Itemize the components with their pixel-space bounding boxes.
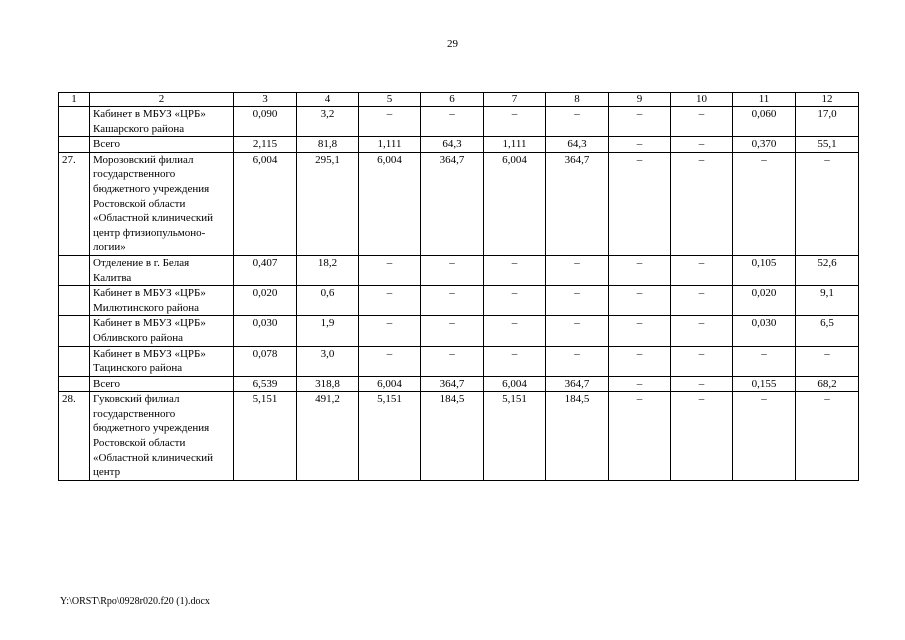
column-header: 1 [59, 93, 90, 107]
value-cell: – [609, 255, 671, 285]
value-cell: 0,407 [234, 255, 297, 285]
value-cell: – [546, 286, 609, 316]
table-row [59, 346, 859, 376]
column-header: 6 [421, 93, 484, 107]
value-cell: 18,2 [297, 255, 359, 285]
table-row [59, 152, 859, 255]
value-cell: 0,155 [733, 376, 796, 392]
page-number: 29 [447, 38, 458, 50]
institution-name-cell: Всего [90, 376, 234, 392]
row-number-cell [59, 137, 90, 153]
table-row [59, 392, 859, 481]
value-cell: 6,004 [234, 152, 297, 255]
row-number-cell [59, 316, 90, 346]
institution-name-cell: Кабинет в МБУЗ «ЦРБ» Обливского района [90, 316, 234, 346]
value-cell: – [609, 107, 671, 137]
value-cell: 6,539 [234, 376, 297, 392]
value-cell: 9,1 [796, 286, 859, 316]
value-cell: – [359, 346, 421, 376]
value-cell: – [484, 286, 546, 316]
row-number-cell [59, 346, 90, 376]
table-row [59, 286, 859, 316]
value-cell: 17,0 [796, 107, 859, 137]
institution-name-cell: Кабинет в МБУЗ «ЦРБ» Кашарского района [90, 107, 234, 137]
value-cell: 64,3 [421, 137, 484, 153]
value-cell: 1,9 [297, 316, 359, 346]
value-cell: – [671, 152, 733, 255]
value-cell: – [671, 137, 733, 153]
value-cell: – [733, 346, 796, 376]
value-cell: 364,7 [546, 376, 609, 392]
value-cell: 0,078 [234, 346, 297, 376]
value-cell: – [484, 346, 546, 376]
value-cell: – [421, 316, 484, 346]
value-cell: – [421, 255, 484, 285]
value-cell: – [421, 107, 484, 137]
value-cell: – [359, 316, 421, 346]
value-cell: – [609, 316, 671, 346]
value-cell: – [546, 255, 609, 285]
value-cell: – [609, 137, 671, 153]
value-cell: – [609, 376, 671, 392]
value-cell: 1,111 [359, 137, 421, 153]
institution-name-cell: Кабинет в МБУЗ «ЦРБ» Тацинского района [90, 346, 234, 376]
value-cell: 6,004 [484, 376, 546, 392]
value-cell: – [671, 255, 733, 285]
value-cell: 2,115 [234, 137, 297, 153]
value-cell: – [671, 316, 733, 346]
value-cell: 0,030 [733, 316, 796, 346]
table-row [59, 107, 859, 137]
value-cell: 364,7 [421, 152, 484, 255]
column-header: 3 [234, 93, 297, 107]
value-cell: 184,5 [546, 392, 609, 481]
value-cell: 3,0 [297, 346, 359, 376]
column-header: 10 [671, 93, 733, 107]
value-cell: 0,030 [234, 316, 297, 346]
value-cell: 64,3 [546, 137, 609, 153]
data-table [58, 92, 859, 481]
value-cell: 0,020 [234, 286, 297, 316]
table-row [59, 316, 859, 346]
value-cell: 491,2 [297, 392, 359, 481]
value-cell: – [671, 376, 733, 392]
value-cell: – [421, 346, 484, 376]
file-path-footer: Y:\ORST\Rpo\0928r020.f20 (1).docx [60, 596, 210, 607]
column-header: 5 [359, 93, 421, 107]
institution-name-cell: Морозовский филиал государственного бюджетного учреждения Ростовской области «Областной клинический центр фтизиопульмоно-логии» [90, 152, 234, 255]
value-cell: 0,090 [234, 107, 297, 137]
value-cell: 364,7 [421, 376, 484, 392]
value-cell: 0,370 [733, 137, 796, 153]
value-cell: 0,060 [733, 107, 796, 137]
table-row [59, 376, 859, 392]
value-cell: 0,105 [733, 255, 796, 285]
institution-name-cell: Всего [90, 137, 234, 153]
value-cell: 1,111 [484, 137, 546, 153]
value-cell: 364,7 [546, 152, 609, 255]
column-header: 8 [546, 93, 609, 107]
value-cell: 81,8 [297, 137, 359, 153]
value-cell: – [796, 346, 859, 376]
column-header: 4 [297, 93, 359, 107]
value-cell: 6,5 [796, 316, 859, 346]
column-header: 11 [733, 93, 796, 107]
value-cell: – [359, 255, 421, 285]
value-cell: – [609, 346, 671, 376]
institution-name-cell: Отделение в г. Белая Калитва [90, 255, 234, 285]
value-cell: – [546, 107, 609, 137]
table-header-row [59, 93, 859, 107]
value-cell: – [546, 316, 609, 346]
value-cell: – [733, 392, 796, 481]
table-row [59, 137, 859, 153]
value-cell: – [609, 152, 671, 255]
value-cell: – [484, 255, 546, 285]
row-number-cell [59, 376, 90, 392]
value-cell: 6,004 [484, 152, 546, 255]
value-cell: – [359, 286, 421, 316]
column-header: 2 [90, 93, 234, 107]
value-cell: – [421, 286, 484, 316]
value-cell: – [546, 346, 609, 376]
value-cell: – [733, 152, 796, 255]
value-cell: – [671, 286, 733, 316]
column-header: 7 [484, 93, 546, 107]
value-cell: – [796, 152, 859, 255]
value-cell: 184,5 [421, 392, 484, 481]
value-cell: 52,6 [796, 255, 859, 285]
value-cell: – [671, 392, 733, 481]
table-body [59, 107, 859, 481]
column-header: 9 [609, 93, 671, 107]
value-cell: – [671, 346, 733, 376]
institution-name-cell: Кабинет в МБУЗ «ЦРБ» Милютинского района [90, 286, 234, 316]
value-cell: – [484, 107, 546, 137]
value-cell: 318,8 [297, 376, 359, 392]
value-cell: – [796, 392, 859, 481]
row-number-cell: 28. [59, 392, 90, 481]
value-cell: 3,2 [297, 107, 359, 137]
value-cell: – [484, 316, 546, 346]
table-row [59, 255, 859, 285]
value-cell: 6,004 [359, 152, 421, 255]
row-number-cell: 27. [59, 152, 90, 255]
institution-name-cell: Гуковский филиал государственного бюджетного учреждения Ростовской области «Областной клинический центр [90, 392, 234, 481]
value-cell: 0,6 [297, 286, 359, 316]
row-number-cell [59, 107, 90, 137]
value-cell: – [609, 392, 671, 481]
column-header: 12 [796, 93, 859, 107]
value-cell: 5,151 [234, 392, 297, 481]
row-number-cell [59, 286, 90, 316]
value-cell: 6,004 [359, 376, 421, 392]
value-cell: 0,020 [733, 286, 796, 316]
value-cell: 68,2 [796, 376, 859, 392]
value-cell: – [359, 107, 421, 137]
value-cell: 5,151 [359, 392, 421, 481]
value-cell: 295,1 [297, 152, 359, 255]
value-cell: 5,151 [484, 392, 546, 481]
value-cell: – [609, 286, 671, 316]
row-number-cell [59, 255, 90, 285]
value-cell: 55,1 [796, 137, 859, 153]
value-cell: – [671, 107, 733, 137]
